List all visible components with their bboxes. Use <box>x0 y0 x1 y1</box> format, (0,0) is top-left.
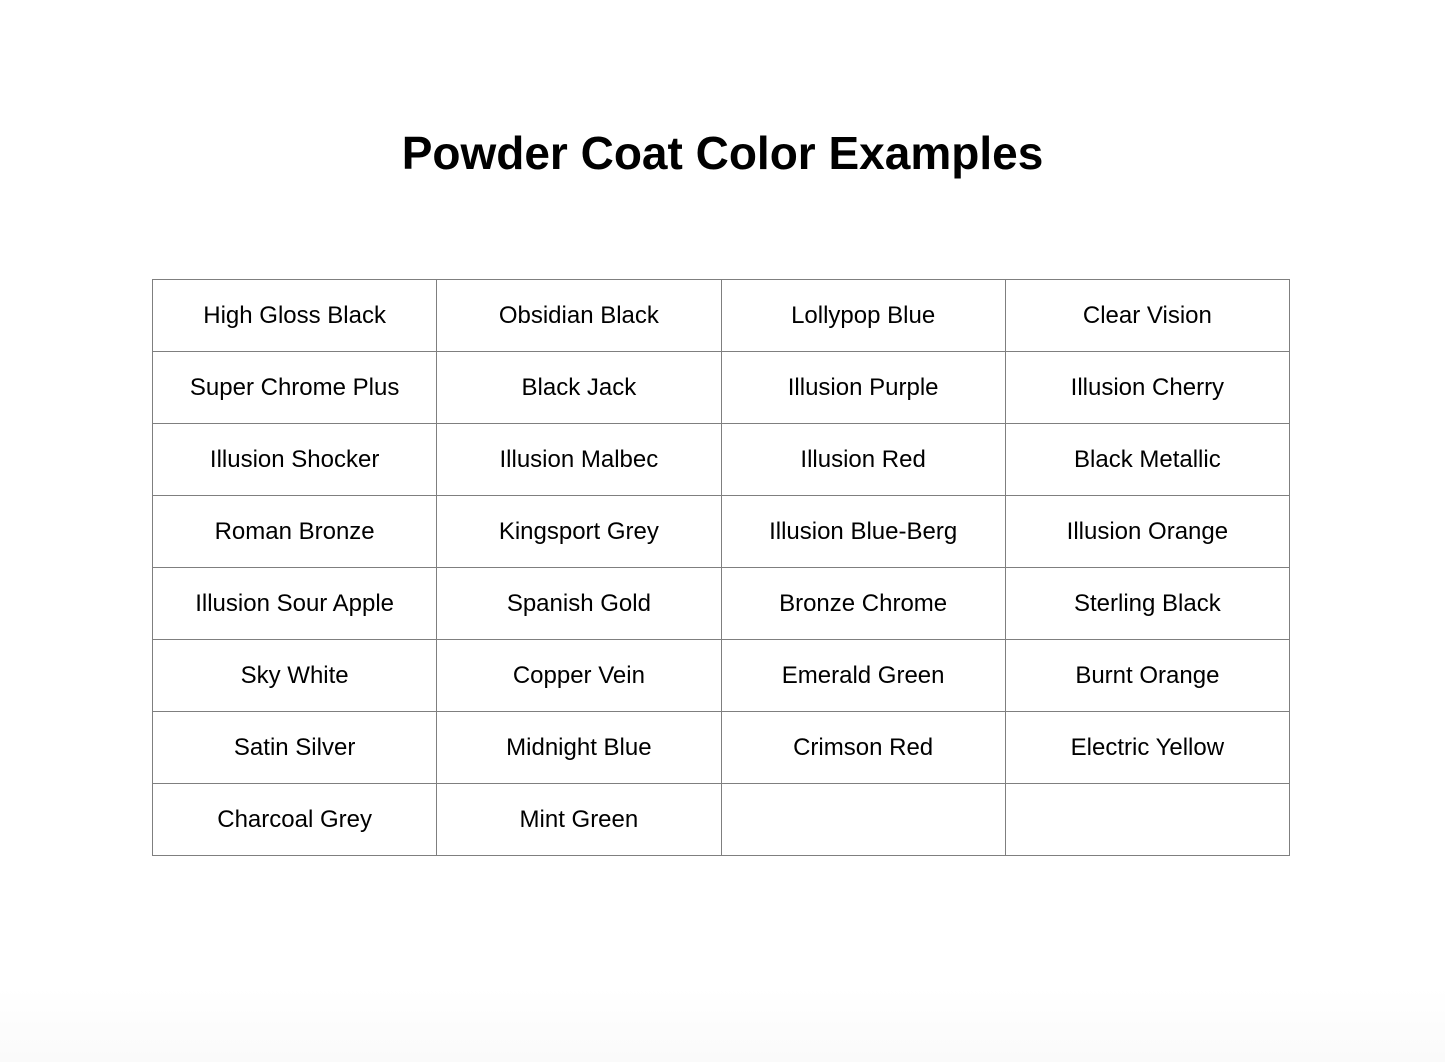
color-table <box>152 279 1290 856</box>
table-row <box>153 496 1290 568</box>
color-cell <box>1005 784 1289 856</box>
color-cell: Illusion Cherry <box>1005 352 1289 424</box>
color-cell: Illusion Purple <box>721 352 1005 424</box>
page-title: Powder Coat Color Examples <box>401 127 1044 179</box>
table-row <box>153 784 1290 856</box>
color-cell: Kingsport Grey <box>437 496 721 568</box>
color-cell: Super Chrome Plus <box>153 352 437 424</box>
table-row <box>153 280 1290 352</box>
color-cell: Illusion Shocker <box>153 424 437 496</box>
color-cell: Clear Vision <box>1005 280 1289 352</box>
color-cell: Satin Silver <box>153 712 437 784</box>
color-cell: Sky White <box>153 640 437 712</box>
color-cell: Illusion Blue-Berg <box>721 496 1005 568</box>
color-cell <box>721 784 1005 856</box>
color-cell: Electric Yellow <box>1005 712 1289 784</box>
table-row <box>153 352 1290 424</box>
color-cell: High Gloss Black <box>153 280 437 352</box>
color-cell: Sterling Black <box>1005 568 1289 640</box>
color-cell: Burnt Orange <box>1005 640 1289 712</box>
color-cell: Illusion Sour Apple <box>153 568 437 640</box>
color-cell: Obsidian Black <box>437 280 721 352</box>
color-cell: Midnight Blue <box>437 712 721 784</box>
color-cell: Illusion Red <box>721 424 1005 496</box>
color-cell: Mint Green <box>437 784 721 856</box>
table-row <box>153 640 1290 712</box>
color-cell: Charcoal Grey <box>153 784 437 856</box>
color-cell: Illusion Orange <box>1005 496 1289 568</box>
color-cell: Emerald Green <box>721 640 1005 712</box>
color-cell: Black Metallic <box>1005 424 1289 496</box>
color-cell: Black Jack <box>437 352 721 424</box>
color-cell: Crimson Red <box>721 712 1005 784</box>
table-row <box>153 424 1290 496</box>
table-row <box>153 712 1290 784</box>
table-row <box>153 568 1290 640</box>
color-cell: Bronze Chrome <box>721 568 1005 640</box>
color-table-body <box>153 280 1290 856</box>
color-cell: Roman Bronze <box>153 496 437 568</box>
color-cell: Illusion Malbec <box>437 424 721 496</box>
color-cell: Spanish Gold <box>437 568 721 640</box>
color-cell: Copper Vein <box>437 640 721 712</box>
color-cell: Lollypop Blue <box>721 280 1005 352</box>
